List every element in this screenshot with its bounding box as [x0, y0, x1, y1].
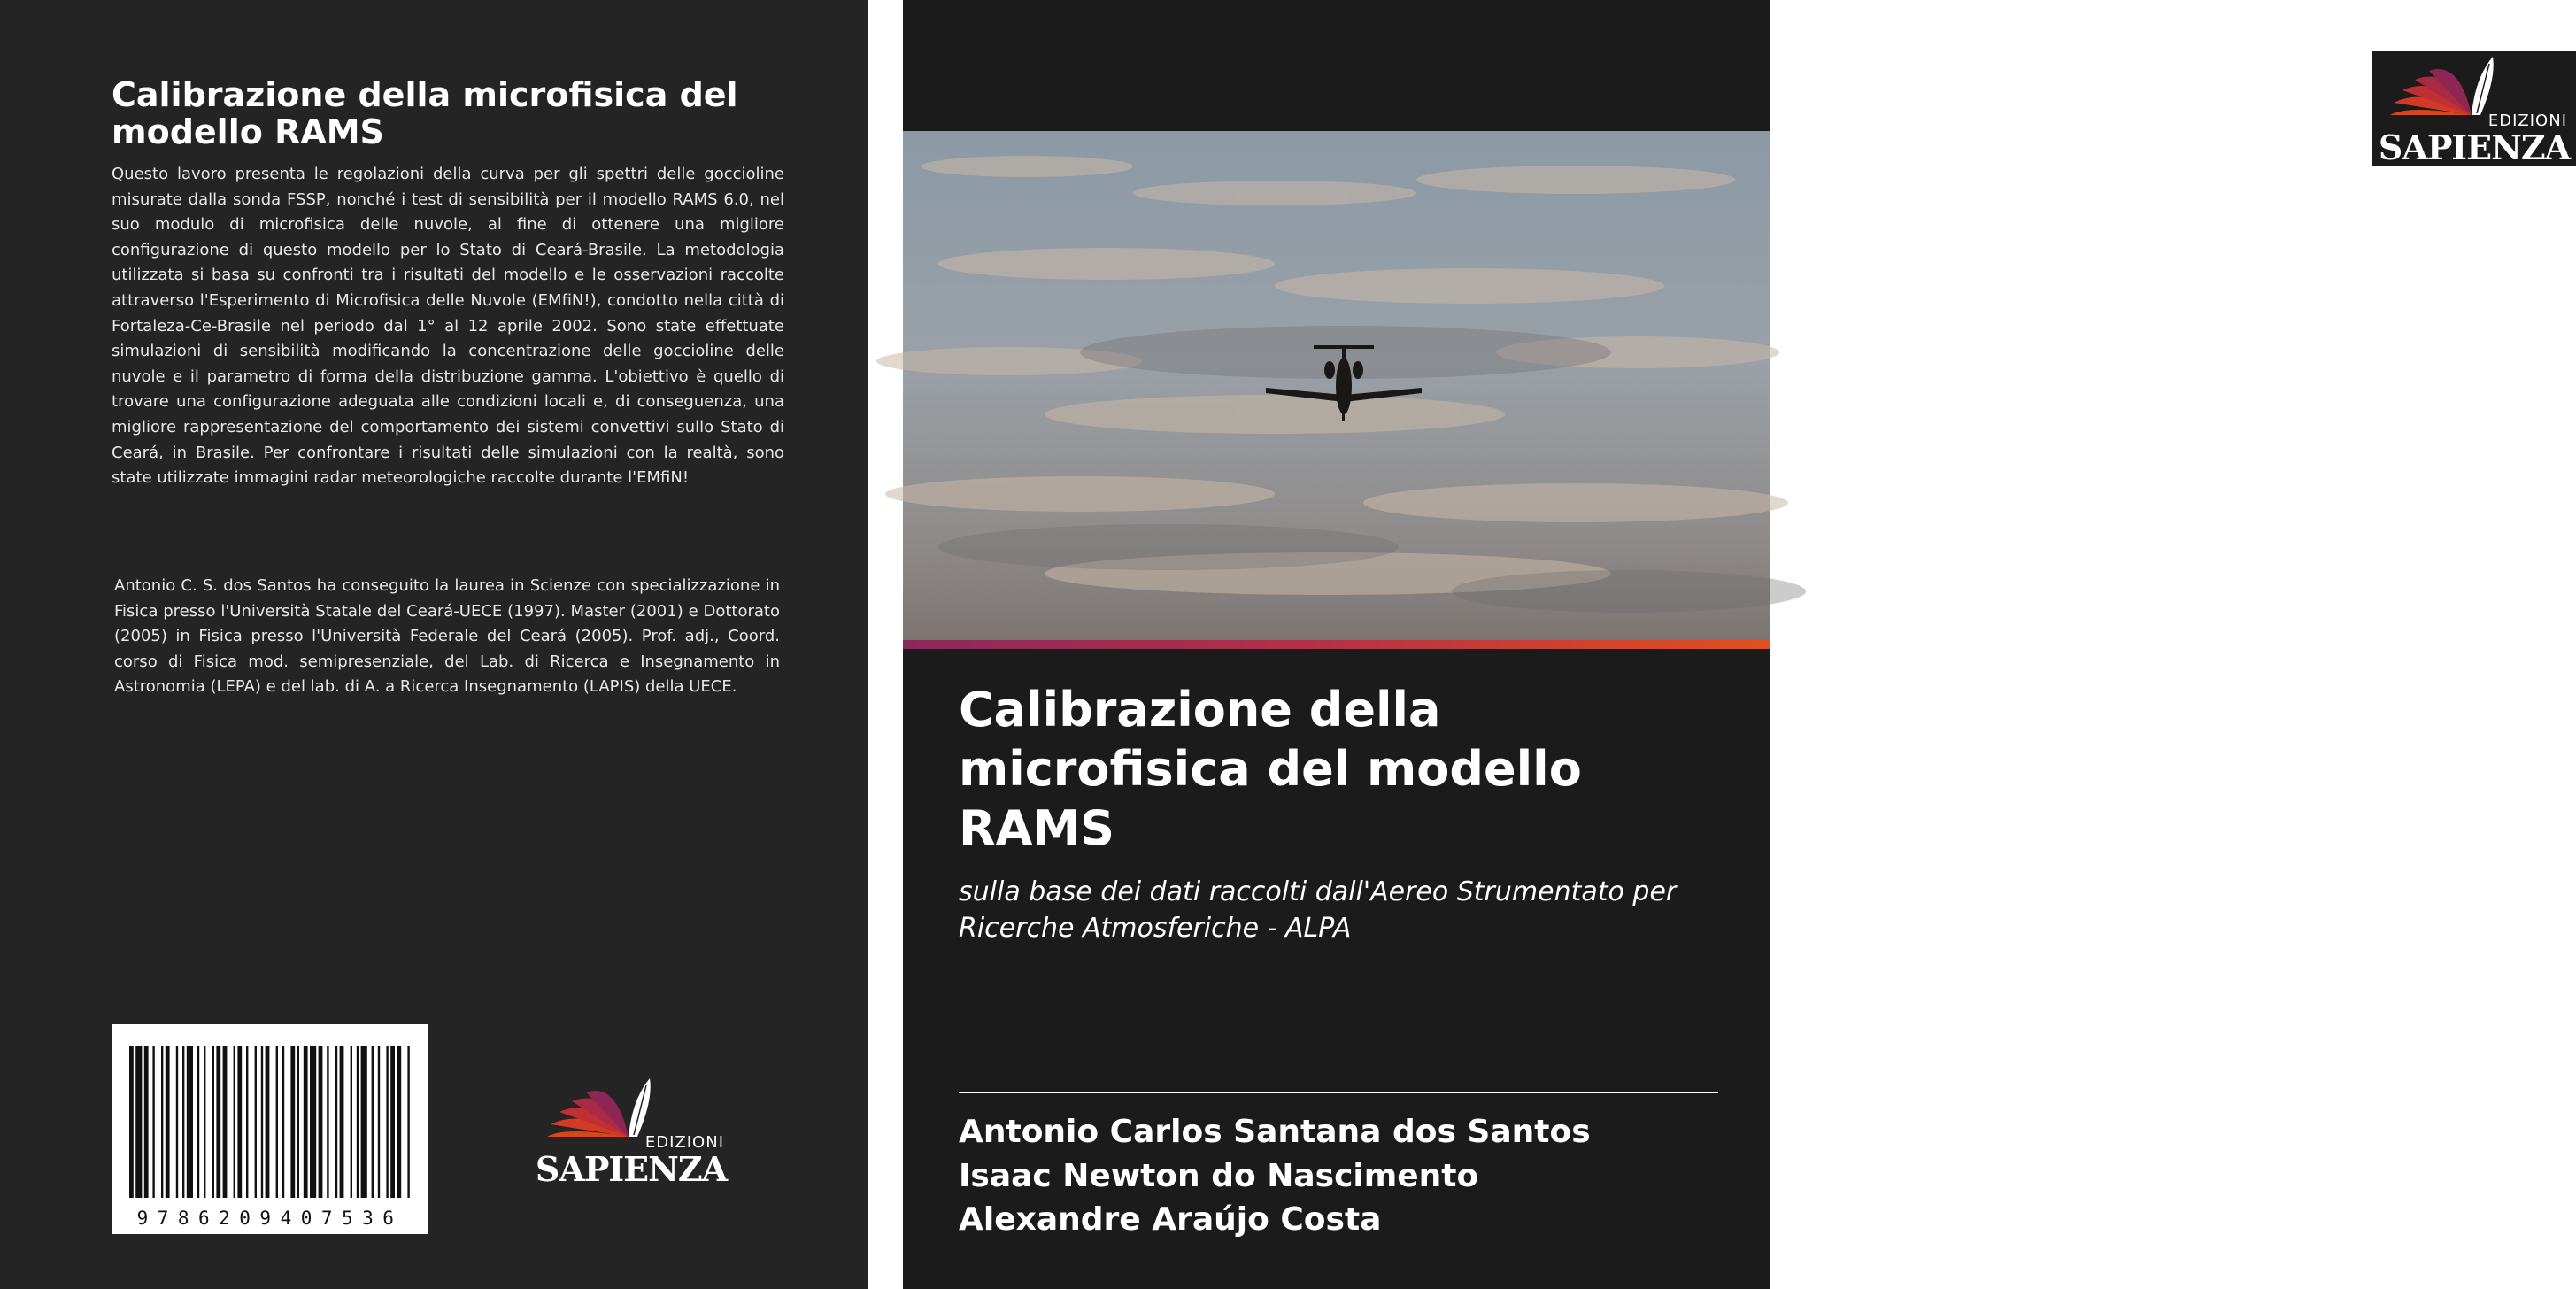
author-list — [959, 1110, 1738, 1242]
publisher-name: SAPIENZA — [2378, 127, 2571, 167]
sky-photo — [903, 131, 1770, 640]
front-cover-subtitle: sulla base dei dati raccolti dall'Aereo Strumentato per Ricerche Atmosferiche - ALPA — [959, 876, 1677, 944]
publisher-logo-front — [2372, 51, 2576, 166]
back-cover-description: Questo lavoro presenta le regolazioni della curva per gli spettri delle goccioline misurate dalla sonda FSSP, nonché i test di sensibilità per il modello RAMS 6.0, nel suo modulo di microfisica delle nuvole, al fine di ottenere una migliore configurazione di questo modello per lo Stato di Ceará-Brasile. La metodologia utilizzata si basa su confronti tra i risultati del modello e le osservazioni raccolte attraverso l'Esperimento di Microfisica delle Nuvole (EMfiN!), condotto nella città di Fortaleza-Ce-Brasile nel periodo dal 1° al 12 aprile 2002. Sono state effettuate simulazioni di sensibilità modificando la concentrazione delle goccioline delle nuvole e il parametro di forma della distribuzione gamma. L'obiettivo è quello di trovare una configurazione adeguata alle condizioni locali e, di conseguenza, una migliore rappresentazione del comportamento dei sistemi convettivi sullo Stato di Ceará, in Brasile. Per confrontare i risultati delle simulazioni con la realtà, sono state utilizzate immagini radar meteorologiche raccolte durante l'EMfiN! — [112, 165, 784, 488]
cover-photo-sky-airplane — [903, 131, 1770, 640]
publisher-edizioni-label: EDIZIONI — [644, 1133, 724, 1152]
publisher-name: SAPIENZA — [535, 1149, 728, 1189]
author-name: Alexandre Araújo Costa — [959, 1201, 1382, 1238]
publisher-logo-back — [529, 1073, 733, 1188]
accent-stripe — [903, 640, 1770, 649]
front-cover — [903, 0, 2571, 1289]
front-cover-title: Calibrazione della microfisica del modello RAMS — [959, 682, 1582, 856]
author-name: Isaac Newton do Nascimento — [959, 1157, 1479, 1194]
back-cover-title: Calibrazione della microfisica del modello RAMS — [112, 75, 738, 151]
barcode-bars — [112, 1024, 428, 1234]
barcode-digits: 9786209407536 — [136, 1208, 404, 1229]
publisher-edizioni-label: EDIZIONI — [2487, 112, 2567, 130]
divider-line — [959, 1092, 1718, 1093]
back-cover — [0, 0, 868, 1289]
author-bio: Antonio C. S. dos Santos ha conseguito la laurea in Scienze con specializzazione in Fisica presso l'Università Statale del Ceará-UECE (1997). Master (2001) e Dottorato (2005) in Fisica presso l'Università Federale del Ceará (2005). Prof. adj., Coord. corso di Fisica mod. semipresenziale, del Lab. di Ricerca e Insegnamento in Astronomia (LEPA) e del lab. di A. a Ricerca Insegnamento (LAPIS) della UECE. — [114, 576, 780, 697]
isbn-barcode — [112, 1024, 428, 1234]
author-name: Antonio Carlos Santana dos Santos — [959, 1114, 1591, 1150]
